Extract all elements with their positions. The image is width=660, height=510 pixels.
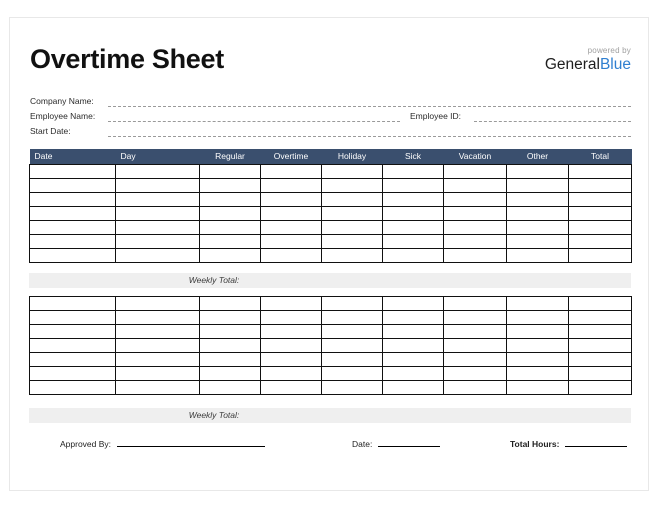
cell-day[interactable] bbox=[116, 339, 200, 353]
cell-other[interactable] bbox=[507, 311, 569, 325]
employee-id-label: Employee ID: bbox=[410, 111, 462, 121]
weekly-total-bar-2 bbox=[29, 408, 631, 423]
cell-holiday[interactable] bbox=[322, 164, 383, 178]
cell-other[interactable] bbox=[507, 164, 569, 178]
footer bbox=[0, 437, 660, 457]
table-row bbox=[30, 367, 632, 381]
powered-by-label: powered by bbox=[587, 46, 631, 55]
cell-overtime[interactable] bbox=[261, 381, 322, 395]
cell-overtime[interactable] bbox=[261, 178, 322, 192]
cell-other[interactable] bbox=[507, 220, 569, 234]
timesheet-table-week-2 bbox=[29, 296, 631, 395]
column-header-overtime: Overtime bbox=[261, 149, 322, 164]
cell-regular[interactable] bbox=[200, 339, 261, 353]
timesheet-grid bbox=[29, 149, 632, 263]
cell-other[interactable] bbox=[507, 339, 569, 353]
cell-overtime[interactable] bbox=[261, 234, 322, 248]
timesheet-grid bbox=[29, 296, 632, 395]
total-hours-label: Total Hours: bbox=[510, 439, 560, 449]
cell-day[interactable] bbox=[116, 297, 200, 311]
cell-vacation[interactable] bbox=[444, 339, 507, 353]
cell-regular[interactable] bbox=[200, 164, 261, 178]
table-header-row bbox=[30, 149, 632, 164]
column-header-date: Date bbox=[30, 149, 116, 164]
info-fields bbox=[30, 92, 631, 137]
cell-regular[interactable] bbox=[200, 367, 261, 381]
start-date-label: Start Date: bbox=[30, 126, 71, 136]
cell-other[interactable] bbox=[507, 178, 569, 192]
cell-date[interactable] bbox=[30, 367, 116, 381]
cell-total[interactable] bbox=[569, 297, 632, 311]
cell-sick[interactable] bbox=[383, 297, 444, 311]
cell-day[interactable] bbox=[116, 178, 200, 192]
cell-total[interactable] bbox=[569, 311, 632, 325]
cell-vacation[interactable] bbox=[444, 234, 507, 248]
total-hours-field bbox=[510, 439, 627, 449]
cell-total[interactable] bbox=[569, 220, 632, 234]
cell-holiday[interactable] bbox=[322, 297, 383, 311]
cell-other[interactable] bbox=[507, 234, 569, 248]
approved-by-label: Approved By: bbox=[60, 439, 112, 449]
cell-total[interactable] bbox=[569, 367, 632, 381]
cell-date[interactable] bbox=[30, 353, 116, 367]
brand-name bbox=[545, 56, 631, 74]
cell-regular[interactable] bbox=[200, 178, 261, 192]
cell-regular[interactable] bbox=[200, 325, 261, 339]
cell-day[interactable] bbox=[116, 192, 200, 206]
cell-overtime[interactable] bbox=[261, 311, 322, 325]
table-header bbox=[30, 149, 632, 164]
cell-sick[interactable] bbox=[383, 353, 444, 367]
cell-day[interactable] bbox=[116, 164, 200, 178]
approved-by-input[interactable] bbox=[117, 445, 265, 447]
table-row bbox=[30, 234, 632, 248]
table-row bbox=[30, 339, 632, 353]
cell-day[interactable] bbox=[116, 311, 200, 325]
cell-regular[interactable] bbox=[200, 311, 261, 325]
table-row bbox=[30, 178, 632, 192]
cell-overtime[interactable] bbox=[261, 206, 322, 220]
table-row bbox=[30, 206, 632, 220]
column-header-sick: Sick bbox=[383, 149, 444, 164]
cell-day[interactable] bbox=[116, 248, 200, 262]
start-date-input[interactable] bbox=[108, 135, 631, 137]
footer-date-label: Date: bbox=[352, 439, 373, 449]
cell-date[interactable] bbox=[30, 192, 116, 206]
cell-total[interactable] bbox=[569, 192, 632, 206]
column-header-total: Total bbox=[569, 149, 632, 164]
cell-sick[interactable] bbox=[383, 311, 444, 325]
cell-total[interactable] bbox=[569, 164, 632, 178]
cell-total[interactable] bbox=[569, 234, 632, 248]
page-title: Overtime Sheet bbox=[30, 44, 224, 74]
table-row bbox=[30, 311, 632, 325]
cell-overtime[interactable] bbox=[261, 164, 322, 178]
cell-regular[interactable] bbox=[200, 353, 261, 367]
cell-holiday[interactable] bbox=[322, 178, 383, 192]
cell-regular[interactable] bbox=[200, 192, 261, 206]
table-body bbox=[30, 164, 632, 262]
column-header-regular: Regular bbox=[200, 149, 261, 164]
cell-holiday[interactable] bbox=[322, 248, 383, 262]
cell-date[interactable] bbox=[30, 248, 116, 262]
cell-total[interactable] bbox=[569, 325, 632, 339]
cell-vacation[interactable] bbox=[444, 325, 507, 339]
cell-day[interactable] bbox=[116, 220, 200, 234]
start-date-row bbox=[30, 122, 631, 137]
cell-regular[interactable] bbox=[200, 220, 261, 234]
company-name-row bbox=[30, 92, 631, 107]
cell-holiday[interactable] bbox=[322, 353, 383, 367]
weekly-total-bar-1 bbox=[29, 273, 631, 288]
cell-day[interactable] bbox=[116, 325, 200, 339]
table-row bbox=[30, 192, 632, 206]
cell-overtime[interactable] bbox=[261, 297, 322, 311]
cell-other[interactable] bbox=[507, 381, 569, 395]
table-row bbox=[30, 164, 632, 178]
weekly-total-label: Weekly Total: bbox=[188, 275, 240, 285]
cell-overtime[interactable] bbox=[261, 353, 322, 367]
cell-holiday[interactable] bbox=[322, 339, 383, 353]
cell-holiday[interactable] bbox=[322, 311, 383, 325]
table-row bbox=[30, 248, 632, 262]
cell-other[interactable] bbox=[507, 367, 569, 381]
company-name-label: Company Name: bbox=[30, 96, 94, 106]
cell-day[interactable] bbox=[116, 206, 200, 220]
cell-total[interactable] bbox=[569, 353, 632, 367]
cell-date[interactable] bbox=[30, 164, 116, 178]
cell-vacation[interactable] bbox=[444, 220, 507, 234]
cell-date[interactable] bbox=[30, 178, 116, 192]
cell-sick[interactable] bbox=[383, 178, 444, 192]
cell-regular[interactable] bbox=[200, 297, 261, 311]
table-body bbox=[30, 297, 632, 395]
cell-vacation[interactable] bbox=[444, 297, 507, 311]
footer-date-input[interactable] bbox=[378, 445, 440, 447]
cell-overtime[interactable] bbox=[261, 192, 322, 206]
cell-other[interactable] bbox=[507, 297, 569, 311]
cell-sick[interactable] bbox=[383, 164, 444, 178]
cell-sick[interactable] bbox=[383, 220, 444, 234]
table-row bbox=[30, 220, 632, 234]
cell-holiday[interactable] bbox=[322, 234, 383, 248]
footer-date-field bbox=[352, 439, 440, 449]
cell-sick[interactable] bbox=[383, 234, 444, 248]
cell-total[interactable] bbox=[569, 339, 632, 353]
cell-regular[interactable] bbox=[200, 248, 261, 262]
cell-vacation[interactable] bbox=[444, 178, 507, 192]
cell-regular[interactable] bbox=[200, 234, 261, 248]
cell-vacation[interactable] bbox=[444, 248, 507, 262]
cell-other[interactable] bbox=[507, 353, 569, 367]
cell-holiday[interactable] bbox=[322, 220, 383, 234]
column-header-day: Day bbox=[116, 149, 200, 164]
cell-holiday[interactable] bbox=[322, 192, 383, 206]
column-header-other: Other bbox=[507, 149, 569, 164]
column-header-vacation: Vacation bbox=[444, 149, 507, 164]
cell-other[interactable] bbox=[507, 248, 569, 262]
cell-vacation[interactable] bbox=[444, 164, 507, 178]
employee-name-label: Employee Name: bbox=[30, 111, 96, 121]
cell-overtime[interactable] bbox=[261, 367, 322, 381]
cell-sick[interactable] bbox=[383, 339, 444, 353]
brand-logo bbox=[545, 46, 631, 74]
cell-vacation[interactable] bbox=[444, 311, 507, 325]
cell-date[interactable] bbox=[30, 220, 116, 234]
cell-day[interactable] bbox=[116, 381, 200, 395]
total-hours-input[interactable] bbox=[565, 445, 627, 447]
cell-date[interactable] bbox=[30, 206, 116, 220]
cell-vacation[interactable] bbox=[444, 381, 507, 395]
cell-total[interactable] bbox=[569, 206, 632, 220]
cell-sick[interactable] bbox=[383, 381, 444, 395]
employee-name-row bbox=[30, 107, 631, 122]
cell-overtime[interactable] bbox=[261, 339, 322, 353]
cell-sick[interactable] bbox=[383, 206, 444, 220]
cell-sick[interactable] bbox=[383, 367, 444, 381]
table-row bbox=[30, 297, 632, 311]
cell-vacation[interactable] bbox=[444, 206, 507, 220]
cell-other[interactable] bbox=[507, 192, 569, 206]
table-row bbox=[30, 353, 632, 367]
cell-sick[interactable] bbox=[383, 325, 444, 339]
brand-name-general: General bbox=[544, 56, 600, 74]
cell-other[interactable] bbox=[507, 206, 569, 220]
timesheet-table-week-1 bbox=[29, 149, 631, 263]
cell-date[interactable] bbox=[30, 381, 116, 395]
cell-total[interactable] bbox=[569, 381, 632, 395]
cell-date[interactable] bbox=[30, 325, 116, 339]
cell-regular[interactable] bbox=[200, 206, 261, 220]
brand-name-blue: Blue bbox=[599, 56, 631, 74]
approved-by-field bbox=[60, 439, 265, 449]
cell-holiday[interactable] bbox=[322, 367, 383, 381]
cell-overtime[interactable] bbox=[261, 248, 322, 262]
cell-vacation[interactable] bbox=[444, 353, 507, 367]
cell-date[interactable] bbox=[30, 234, 116, 248]
cell-sick[interactable] bbox=[383, 248, 444, 262]
cell-holiday[interactable] bbox=[322, 206, 383, 220]
cell-vacation[interactable] bbox=[444, 367, 507, 381]
cell-date[interactable] bbox=[30, 297, 116, 311]
cell-holiday[interactable] bbox=[322, 325, 383, 339]
cell-overtime[interactable] bbox=[261, 220, 322, 234]
cell-day[interactable] bbox=[116, 367, 200, 381]
cell-overtime[interactable] bbox=[261, 325, 322, 339]
cell-holiday[interactable] bbox=[322, 381, 383, 395]
cell-date[interactable] bbox=[30, 339, 116, 353]
cell-vacation[interactable] bbox=[444, 192, 507, 206]
table-row bbox=[30, 381, 632, 395]
cell-day[interactable] bbox=[116, 234, 200, 248]
cell-total[interactable] bbox=[569, 248, 632, 262]
table-row bbox=[30, 325, 632, 339]
weekly-total-label: Weekly Total: bbox=[188, 410, 240, 420]
cell-other[interactable] bbox=[507, 325, 569, 339]
cell-sick[interactable] bbox=[383, 192, 444, 206]
column-header-holiday: Holiday bbox=[322, 149, 383, 164]
cell-regular[interactable] bbox=[200, 381, 261, 395]
cell-date[interactable] bbox=[30, 311, 116, 325]
cell-total[interactable] bbox=[569, 178, 632, 192]
cell-day[interactable] bbox=[116, 353, 200, 367]
